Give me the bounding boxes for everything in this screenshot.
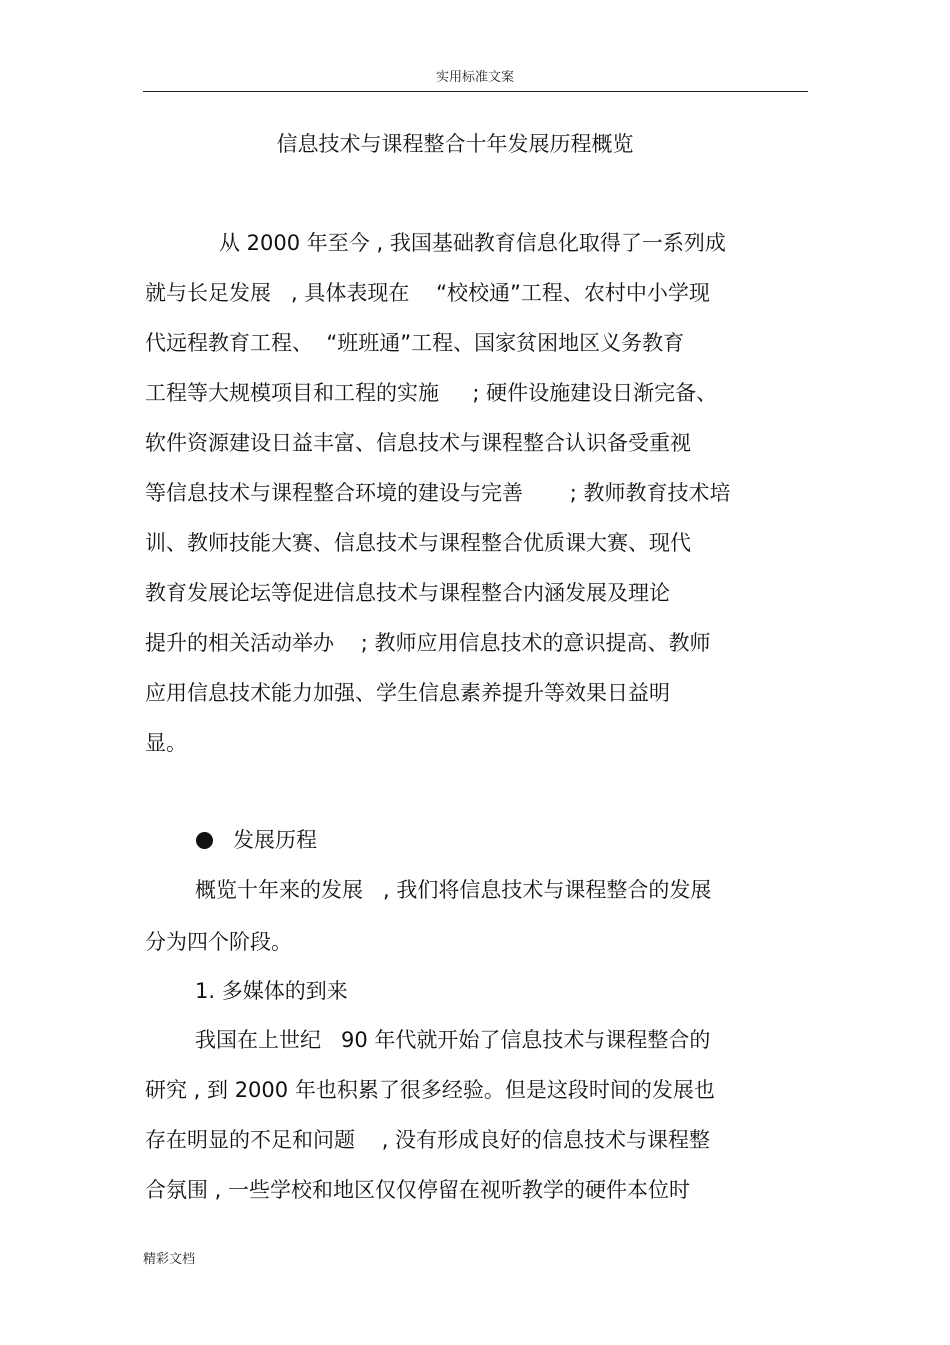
page-footer: 精彩文档 (143, 1252, 196, 1267)
paragraph-line: 提升的相关活动举办 ; 教师应用信息技术的意识提高、教师 (145, 631, 711, 655)
paragraph-line: 应用信息技术能力加强、学生信息素养提升等效果日益明 (145, 681, 670, 705)
paragraph-line: 工程等大规模项目和工程的实施 ; 硬件设施建设日渐完备、 (145, 381, 718, 405)
subheading: 1. 多媒体的到来 (195, 979, 348, 1003)
header-text: 实用标准文案 (435, 70, 514, 85)
paragraph-line: 存在明显的不足和问题 , 没有形成良好的信息技术与课程整 (145, 1128, 711, 1152)
paragraph-line: 研究 , 到 2000 年也积累了很多经验。但是这段时间的发展也 (145, 1078, 715, 1102)
paragraph-line: 软件资源建设日益丰富、信息技术与课程整合认识备受重视 (145, 431, 691, 455)
paragraph-line: 分为四个阶段。 (145, 930, 292, 954)
header-rule (143, 91, 808, 92)
section-heading-text: 发展历程 (233, 828, 317, 852)
paragraph-line: 代远程教育工程、 “班班通”工程、国家贫困地区义务教育 (145, 331, 685, 355)
paragraph-line: 从 2000 年至今 , 我国基础教育信息化取得了一系列成 (219, 231, 726, 255)
paragraph-line: 等信息技术与课程整合环境的建设与完善 ; 教师教育技术培 (145, 481, 731, 505)
document-title: 信息技术与课程整合十年发展历程概览 (276, 132, 634, 156)
paragraph-line: 就与长足发展 , 具体表现在 “校校通”工程、农村中小学现 (145, 281, 710, 305)
paragraph-line: 显。 (145, 731, 187, 755)
paragraph-line: 概览十年来的发展 , 我们将信息技术与课程整合的发展 (195, 878, 712, 902)
paragraph-line: 训、教师技能大赛、信息技术与课程整合优质课大赛、现代 (145, 531, 691, 555)
paragraph-line: 教育发展论坛等促进信息技术与课程整合内涵发展及理论 (145, 581, 670, 605)
paragraph-line: 合氛围 , 一些学校和地区仅仅停留在视听教学的硬件本位时 (145, 1178, 691, 1202)
paragraph-line: 我国在上世纪 90 年代就开始了信息技术与课程整合的 (195, 1028, 711, 1052)
bullet-icon (196, 832, 213, 849)
